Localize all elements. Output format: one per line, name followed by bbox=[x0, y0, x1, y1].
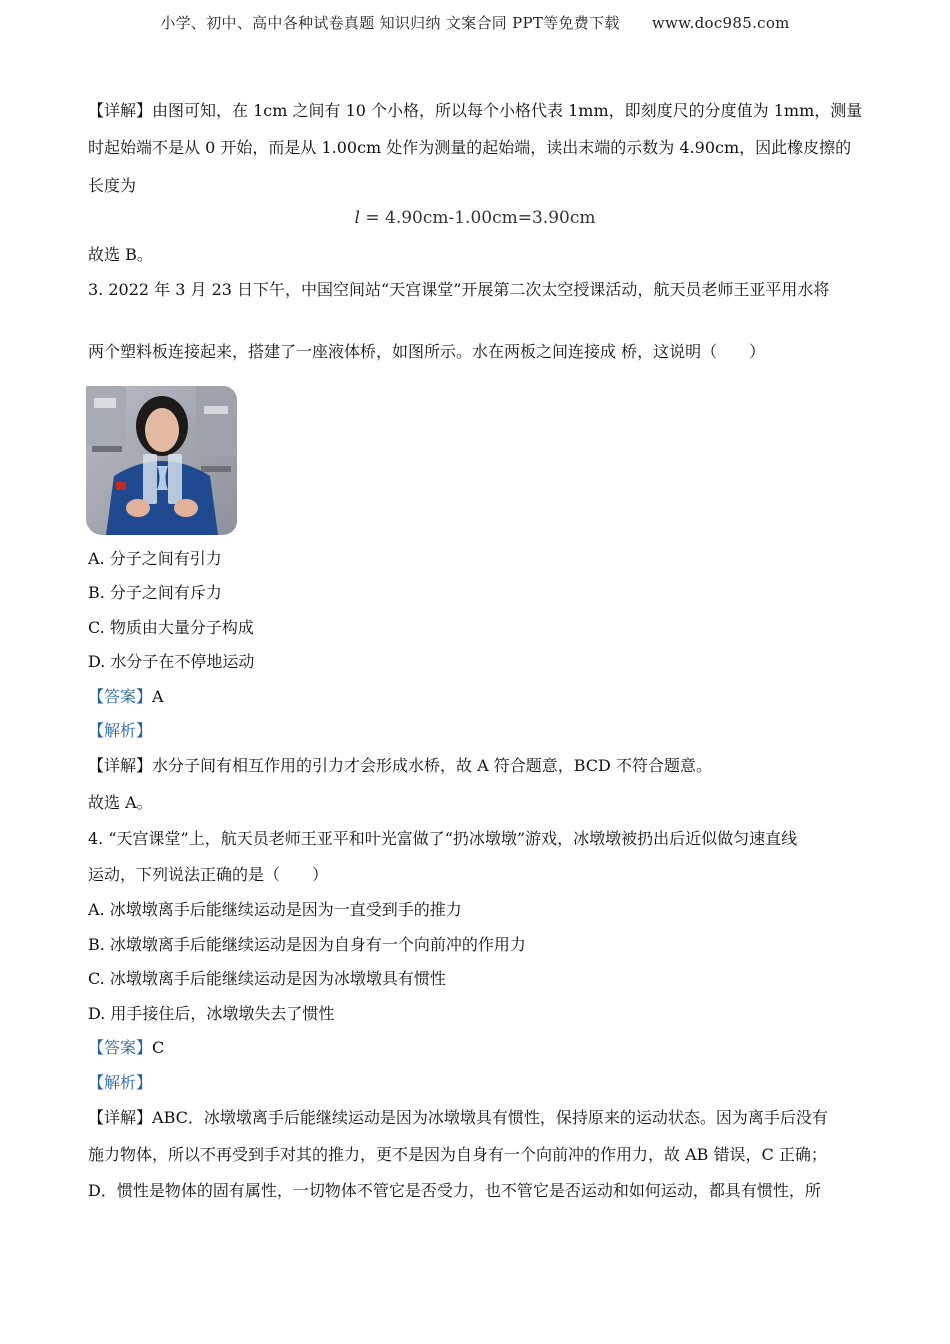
q2-detail-line3: 长度为 bbox=[88, 176, 137, 195]
q4-detail-line3: D．惯性是物体的固有属性，一切物体不管它是否受力，也不管它是否运动和如何运动，都具有惯性，所 bbox=[88, 1181, 821, 1200]
q3-option-c: C. 物质由大量分子构成 bbox=[88, 618, 254, 637]
q4-stem-line2: 运动，下列说法正确的是（ ） bbox=[88, 865, 329, 884]
answer-value: A bbox=[152, 687, 164, 706]
q3-option-a: A. 分子之间有引力 bbox=[88, 549, 222, 568]
q3-detail: 【详解】水分子间有相互作用的引力才会形成水桥，故 A 符合题意，BCD 不符合题意。 bbox=[88, 756, 712, 775]
q4-analysis-tag: 【解析】 bbox=[88, 1073, 153, 1092]
q3-analysis-tag: 【解析】 bbox=[88, 721, 153, 740]
q2-detail-line2: 时起始端不是从 0 开始，而是从 1.00cm 处作为测量的起始端，读出末端的示数为 4.90cm，因此橡皮擦的 bbox=[88, 138, 852, 157]
q4-detail-line1: 【详解】ABC．冰墩墩离手后能继续运动是因为冰墩墩具有惯性，保持原来的运动状态。因为离手后没有 bbox=[88, 1108, 828, 1127]
q4-detail-line2: 施力物体，所以不再受到手对其的推力，更不是因为自身有一个向前冲的作用力，故 AB 错误，C 正确； bbox=[88, 1145, 827, 1164]
q2-conclusion: 故选 B。 bbox=[88, 245, 153, 264]
astronaut-photo-illustration bbox=[86, 386, 237, 535]
q4-stem-line1: 4. “天宫课堂”上，航天员老师王亚平和叶光富做了“扔冰墩墩”游戏，冰墩墩被扔出后近似做匀速直线 bbox=[88, 829, 798, 848]
q4-option-a: A. 冰墩墩离手后能继续运动是因为一直受到手的推力 bbox=[88, 900, 462, 919]
header-url: www.doc985.com bbox=[651, 14, 790, 32]
q4-option-b: B. 冰墩墩离手后能继续运动是因为自身有一个向前冲的作用力 bbox=[88, 935, 526, 954]
liquid-bridge-photo bbox=[86, 386, 237, 535]
q3-option-b: B. 分子之间有斥力 bbox=[88, 583, 222, 602]
q4-option-d: D. 用手接住后，冰墩墩失去了惯性 bbox=[88, 1004, 335, 1023]
answer-tag: 【答案】 bbox=[88, 687, 153, 706]
detail-tag: 【详解】 bbox=[88, 756, 153, 775]
detail-tag: 【详解】 bbox=[88, 1108, 153, 1127]
q2-formula: l = 4.90cm-1.00cm=3.90cm bbox=[354, 208, 596, 228]
detail-tag: 【详解】 bbox=[88, 101, 153, 120]
header-site-text: 小学、初中、高中各种试卷真题 知识归纳 文案合同 PPT等免费下载 bbox=[160, 14, 620, 32]
q3-stem-line2: 两个塑料板连接起来，搭建了一座液体桥，如图所示。水在两板之间连接成 桥，这说明（ ） bbox=[88, 342, 766, 361]
q3-conclusion: 故选 A。 bbox=[88, 793, 153, 812]
q3-stem-line1: 3. 2022 年 3 月 23 日下午，中国空间站“天宫课堂”开展第二次太空授课活动，航天员老师王亚平用水将 bbox=[88, 280, 830, 299]
q3-answer bbox=[88, 686, 164, 708]
q2-detail-line1: 【详解】由图可知，在 1cm 之间有 10 个小格，所以每个小格代表 1mm，即刻度尺的分度值为 1mm，测量 bbox=[88, 101, 863, 120]
page-header bbox=[0, 12, 950, 33]
answer-value: C bbox=[152, 1038, 165, 1057]
q4-answer bbox=[88, 1037, 164, 1059]
q4-option-c: C. 冰墩墩离手后能继续运动是因为冰墩墩具有惯性 bbox=[88, 969, 446, 988]
answer-tag: 【答案】 bbox=[88, 1038, 153, 1057]
q3-option-d: D. 水分子在不停地运动 bbox=[88, 652, 255, 671]
